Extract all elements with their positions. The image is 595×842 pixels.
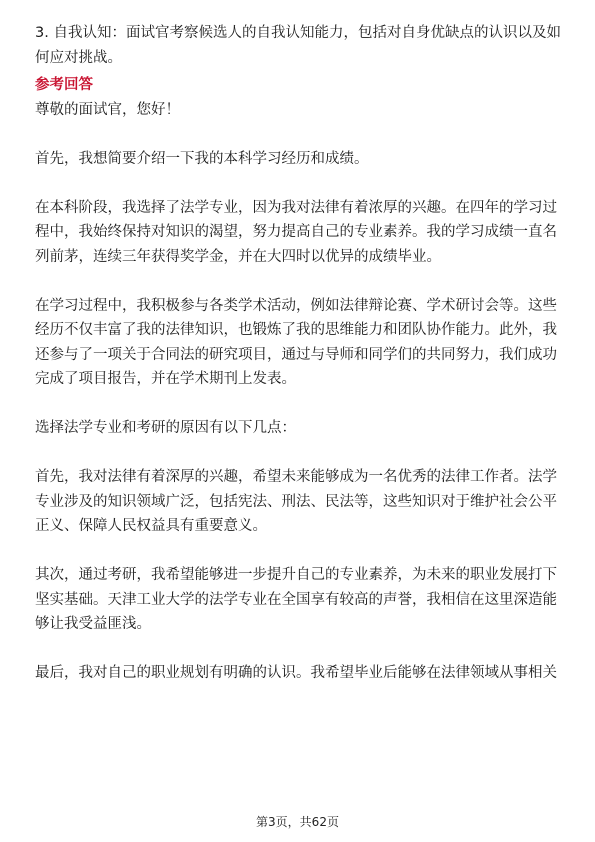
answer-heading: 参考回答 [35, 77, 93, 93]
answer-paragraph-activities: 在学习过程中，我积极参与各类学术活动，例如法律辩论赛、学术研讨会等。这些经历不仅丰富了我的法律知识，也锻炼了我的思维能力和团队协作能力。此外，我还参与了一项关于合同法的研究项目，通过与导师和同学们的共同努力，我们成功完成了项目报告，并在学术期刊上发表。 [35, 297, 557, 387]
answer-paragraph-reasons-intro: 选择法学专业和考研的原因有以下几点： [35, 420, 296, 436]
answer-paragraph-greeting: 尊敬的面试官，您好！ [35, 101, 180, 118]
answer-paragraph-reason-last: 最后，我对自己的职业规划有明确的认识。我希望毕业后能够在法律领域从事相关 [35, 665, 557, 681]
answer-paragraph-reason-second: 其次，通过考研，我希望能够进一步提升自己的专业素养，为未来的职业发展打下坚实基础。天津工业大学的法学专业在全国享有较高的声誉，我相信在这里深造能够让我受益匪浅。 [35, 567, 557, 632]
page-number: 第3页，共62页 [256, 815, 339, 829]
question-text: 3. 自我认知：面试官考察候选人的自我认知能力，包括对自身优缺点的认识以及如何应对挑战。 [35, 25, 561, 66]
answer-paragraph-reason-first: 首先，我对法律有着深厚的兴趣，希望未来能够成为一名优秀的法律工作者。法学专业涉及的知识领域广泛，包括宪法、刑法、民法等，这些知识对于维护社会公平正义、保障人民权益具有重要意义。 [35, 469, 557, 534]
answer-paragraph-undergrad: 在本科阶段，我选择了法学专业，因为我对法律有着浓厚的兴趣。在四年的学习过程中，我始终保持对知识的渴望，努力提高自己的专业素养。我的学习成绩一直名列前茅，连续三年获得奖学金，并在大四时以优异的成绩毕业。 [35, 199, 557, 265]
answer-paragraph-intro: 首先，我想简要介绍一下我的本科学习经历和成绩。 [35, 150, 369, 167]
document-page [35, 21, 565, 686]
